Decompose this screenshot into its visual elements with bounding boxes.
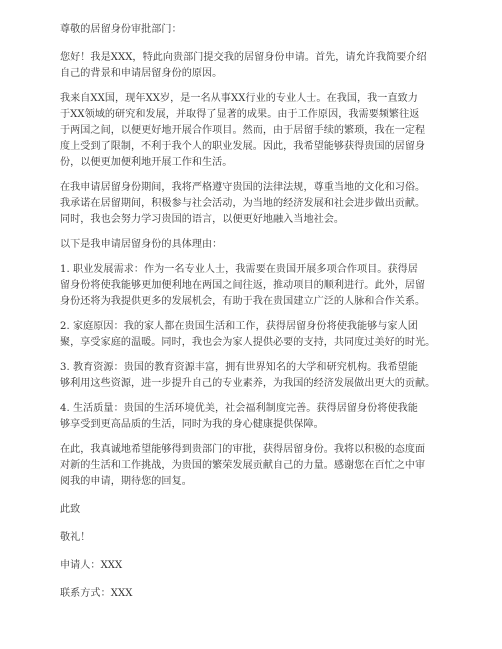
background-line: 于两国之间，以便更好地开展合作项目。然而，由于居留手续的繁琐，我在一定程 bbox=[60, 125, 426, 136]
reason-line: 聚，享受家庭的温暖。同时，我也会为家人提供必要的支持，共同度过美好的时光。 bbox=[60, 337, 436, 348]
contact-info: 联系方式：XXX bbox=[60, 588, 133, 599]
sign-off-greeting: 此致 bbox=[60, 504, 81, 515]
reason-line: 留身份将使我能够更加便利地在两国之间往返，推动项目的顺利进行。此外，居留 bbox=[60, 280, 426, 291]
intro-paragraph bbox=[60, 50, 445, 82]
intro-line: 自己的背景和申请居留身份的原因。 bbox=[60, 68, 223, 79]
background-line: 我来自XX国，现年XX岁，是一名从事XX行业的专业人士。在我国，我一直致力 bbox=[60, 93, 418, 104]
background-line: 份，以便更加便利地开展工作和生活。 bbox=[60, 157, 233, 168]
sign-off-salute: 敬礼！ bbox=[60, 532, 91, 543]
reason-line: 4. 生活质量：贵国的生活环境优美，社会福利制度完善。获得居留身份将使我能 bbox=[60, 403, 418, 414]
closing-paragraph bbox=[60, 442, 445, 490]
commitment-paragraph bbox=[60, 180, 445, 228]
salutation: 尊敬的居留身份审批部门： bbox=[60, 24, 182, 35]
reason-item-1 bbox=[60, 262, 445, 310]
intro-line: 您好！我是XXX，特此向贵部门提交我的居留身份申请。首先，请允许我简要介绍 bbox=[60, 52, 427, 63]
reason-item-3 bbox=[60, 360, 445, 392]
commitment-line: 我承诺在居留期间，积极参与社会活动，为当地的经济发展和社会进步做出贡献。 bbox=[60, 198, 426, 209]
reason-line: 2. 家庭原因：我的家人都在贵国生活和工作，获得居留身份将使我能够与家人团 bbox=[60, 321, 418, 332]
reason-line: 够利用这些资源，进一步提升自己的专业素养，为我国的经济发展做出更大的贡献。 bbox=[60, 378, 436, 389]
reason-item-2 bbox=[60, 319, 445, 351]
background-paragraph bbox=[60, 91, 445, 171]
reason-line: 1. 职业发展需求：作为一名专业人士，我需要在贵国开展多项合作项目。获得居 bbox=[60, 264, 418, 275]
background-line: 于XX领域的研究和发展，并取得了显著的成果。由于工作原因，我需要频繁往返 bbox=[60, 109, 420, 120]
reason-line: 身份还将为我提供更多的发展机会，有助于我在贵国建立广泛的人脉和合作关系。 bbox=[60, 296, 426, 307]
reason-line: 够享受到更高品质的生活，同时为我的身心健康提供保障。 bbox=[60, 419, 324, 430]
commitment-line: 在我申请居留身份期间，我将严格遵守贵国的法律法规，尊重当地的文化和习俗。 bbox=[60, 182, 426, 193]
closing-line: 对新的生活和工作挑战，为贵国的繁荣发展贡献自己的力量。感谢您在百忙之中审 bbox=[60, 460, 426, 471]
closing-line: 在此，我真诚地希望能够得到贵部门的审批，获得居留身份。我将以积极的态度面 bbox=[60, 444, 426, 455]
background-line: 度上受到了限制，不利于我个人的职业发展。因此，我希望能够获得贵国的居留身 bbox=[60, 141, 426, 152]
commitment-line: 同时，我也会努力学习贵国的语言，以便更好地融入当地社会。 bbox=[60, 214, 345, 225]
closing-line: 阅我的申请，期待您的回复。 bbox=[60, 476, 192, 487]
applicant-name: 申请人：XXX bbox=[60, 560, 123, 571]
reason-item-4 bbox=[60, 401, 445, 433]
reasons-intro: 以下是我申请居留身份的具体理由： bbox=[60, 239, 223, 250]
reason-line: 3. 教育资源：贵国的教育资源丰富，拥有世界知名的大学和研究机构。我希望能 bbox=[60, 362, 418, 373]
letter-document bbox=[60, 22, 445, 602]
